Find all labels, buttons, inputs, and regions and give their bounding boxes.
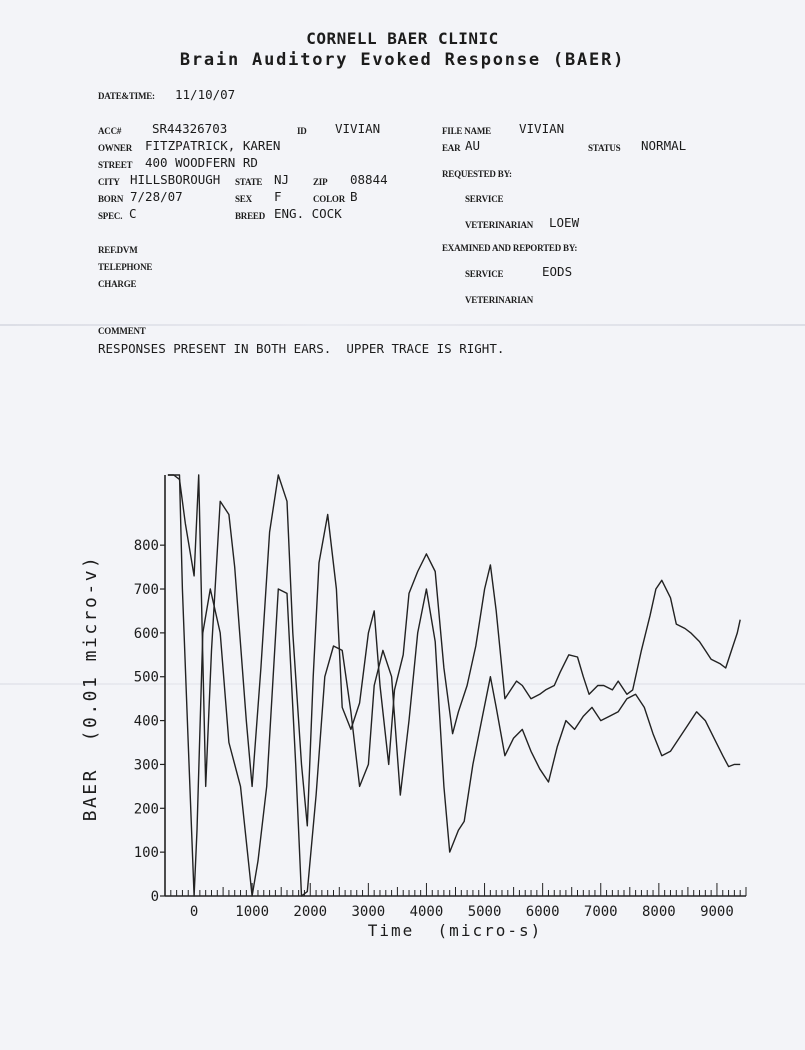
comment-label: COMMENT <box>98 326 146 336</box>
born-label: BORN <box>98 194 124 204</box>
charge-label: CHARGE <box>98 279 137 289</box>
x-tick-label: 9000 <box>700 904 734 920</box>
y-tick-label: 0 <box>150 889 159 905</box>
ear-label: EAR <box>442 143 461 153</box>
city-label: CITY <box>98 177 120 187</box>
state-label: STATE <box>235 177 263 187</box>
city-value: HILLSBOROUGH <box>130 172 221 187</box>
id-label: ID <box>297 126 307 136</box>
color-value: B <box>350 189 358 204</box>
owner-label: OWNER <box>98 143 133 153</box>
req-vet-value: LOEW <box>549 215 580 230</box>
sex-value: F <box>274 189 282 204</box>
state-value: NJ <box>274 172 290 187</box>
y-axis-label: BAER (0.01 micro-v) <box>80 554 101 822</box>
street-label: STREET <box>98 160 133 170</box>
y-tick-label: 600 <box>133 625 159 642</box>
status-label: STATUS <box>588 143 621 153</box>
acct-label: ACC# <box>98 126 122 136</box>
status-value: NORMAL <box>641 138 687 153</box>
date-time-value: 11/10/07 <box>175 87 236 102</box>
y-tick-label: 400 <box>133 713 159 730</box>
owner-value: FITZPATRICK, KAREN <box>145 138 281 153</box>
exam-service-value: EODS <box>542 264 573 279</box>
comment-text: RESPONSES PRESENT IN BOTH EARS. UPPER TRACE IS RIGHT. <box>98 341 505 356</box>
y-tick-label: 300 <box>133 757 159 774</box>
x-tick-label: 0 <box>189 904 199 920</box>
street-value: 400 WOODFERN RD <box>145 155 258 170</box>
chart-traces <box>168 475 740 896</box>
series-line-upper <box>168 475 740 826</box>
exam-service-label: SERVICE <box>465 269 504 279</box>
file-name-value: VIVIAN <box>519 121 565 136</box>
y-tick-label: 100 <box>133 845 159 862</box>
sex-label: SEX <box>235 194 252 204</box>
id-value: VIVIAN <box>335 121 381 136</box>
date-time-label: DATE&TIME: <box>98 91 155 101</box>
exam-vet-label: VETERINARIAN <box>465 295 534 305</box>
ref-dvm-label: REF.DVM <box>98 245 138 255</box>
breed-value: ENG. COCK <box>274 206 342 221</box>
y-tick-label: 500 <box>133 669 159 686</box>
born-value: 7/28/07 <box>130 189 183 204</box>
zip-label: ZIP <box>313 177 328 187</box>
requested-by-label: REQUESTED BY: <box>442 169 512 179</box>
breed-label: BREED <box>235 211 266 221</box>
x-tick-label: 4000 <box>409 904 444 920</box>
y-tick-label: 700 <box>133 582 159 599</box>
y-tick-label: 800 <box>133 538 159 555</box>
req-service-label: SERVICE <box>465 194 504 204</box>
color-label: COLOR <box>313 194 346 204</box>
report-subtitle: Brain Auditory Evoked Response (BAER) <box>179 50 626 70</box>
x-tick-label: 1000 <box>235 904 270 920</box>
x-axis-label: Time (micro-s) <box>367 921 543 940</box>
spec-value: C <box>129 206 137 221</box>
req-vet-label: VETERINARIAN <box>465 220 534 230</box>
series-line-lower <box>168 475 740 896</box>
chart-axes <box>165 475 746 896</box>
x-tick-label: 5000 <box>467 904 502 920</box>
x-tick-label: 3000 <box>351 904 386 920</box>
x-tick-label: 7000 <box>583 904 618 920</box>
zip-value: 08844 <box>350 172 388 187</box>
telephone-label: TELEPHONE <box>98 262 153 272</box>
x-tick-label: 8000 <box>641 904 676 920</box>
examined-label: EXAMINED AND REPORTED BY: <box>442 243 578 253</box>
ear-value: AU <box>465 138 481 153</box>
spec-label: SPEC. <box>98 211 123 221</box>
y-tick-label: 200 <box>133 801 159 818</box>
report-title: CORNELL BAER CLINIC <box>306 29 499 48</box>
x-tick-label: 6000 <box>525 904 560 920</box>
x-tick-label: 2000 <box>293 904 328 920</box>
file-name-label: FILE NAME <box>442 126 491 136</box>
acct-value: SR44326703 <box>152 121 228 136</box>
